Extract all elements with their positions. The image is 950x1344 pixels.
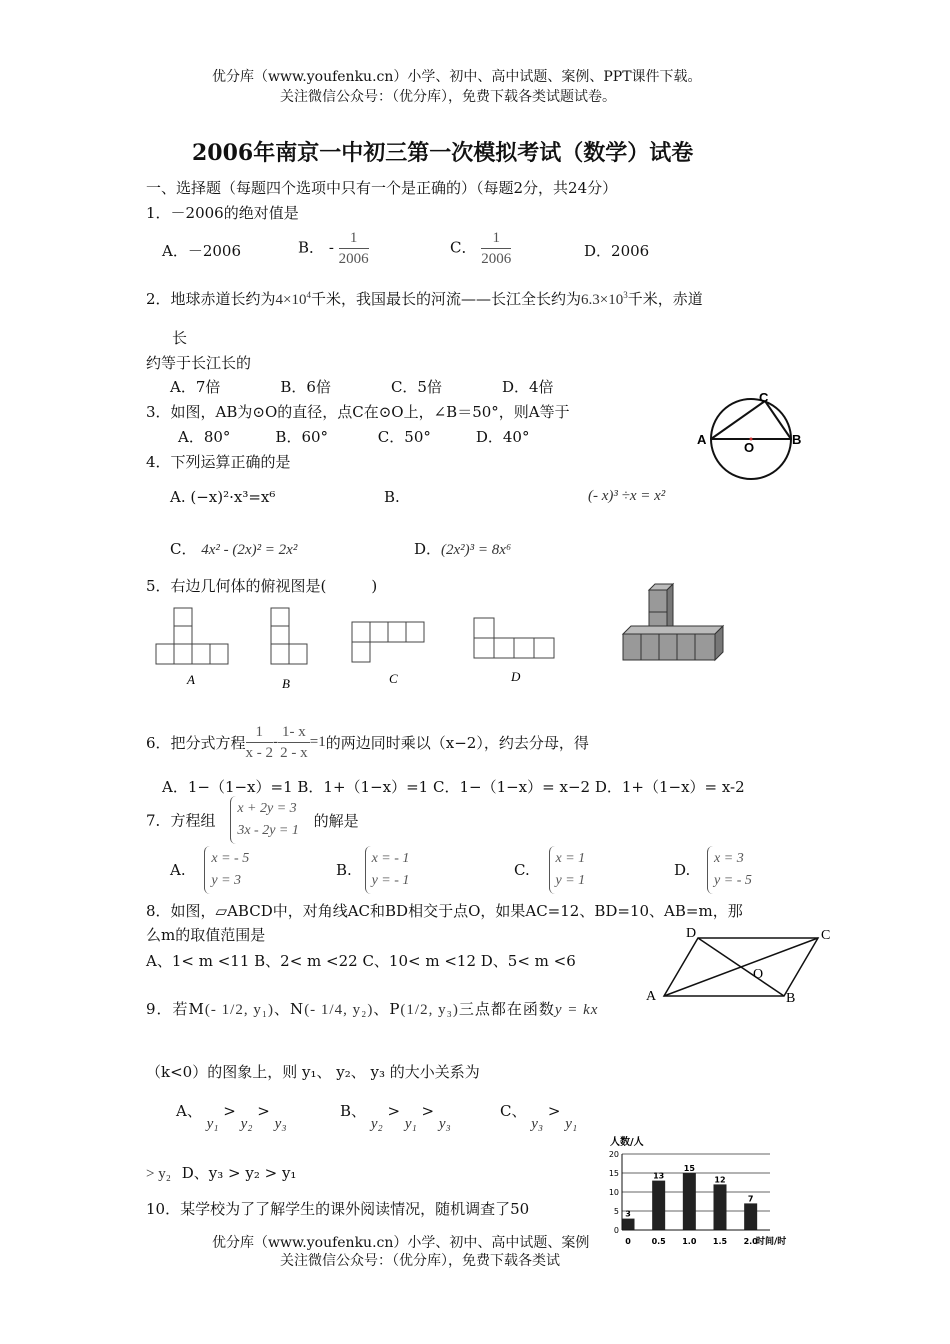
q9-p-label: 、P	[373, 1000, 401, 1018]
q9-tail: 三点都在函数	[458, 1000, 555, 1018]
chart-y-tick-label: 20	[608, 1150, 619, 1159]
chart-data-label: 12	[714, 1175, 726, 1185]
q1-option-b	[298, 228, 369, 269]
chart-bar	[683, 1173, 696, 1230]
q6-stem-b: 的两边同时乘以（x−2），约去分母，得	[325, 734, 589, 752]
view-d	[474, 618, 554, 658]
q2-cont-1: 长	[172, 329, 188, 347]
q2-stem-a: 2．地球赤道长约为	[146, 290, 276, 308]
chart-y-tick-label: 10	[608, 1188, 619, 1197]
q7-d-eq2: y = - 5	[714, 873, 752, 888]
q9-a-gt2: >	[257, 1102, 270, 1120]
q8-stem-1: 8．如图，▱ABCD中，对角线AC和BD相交于点O，如果AC=12、BD=10、AB=m，那	[146, 902, 743, 920]
q5-stem: 5．右边几何体的俯视图是( )	[146, 577, 378, 595]
header-line-1: 优分库（www.youfenku.cn）小学、初中、高中试题、案例、PPT课件下载。	[212, 69, 702, 85]
q1-option-d: D．2006	[584, 242, 650, 260]
frac-num: 1	[339, 228, 369, 249]
q3-options: A．80° B．60° C．50° D．40°	[178, 428, 530, 446]
q7-c-label: C.	[514, 861, 530, 879]
q9-func: y = kx	[554, 1002, 599, 1018]
q7-b-eq2: y = - 1	[371, 873, 410, 888]
chart-data-label: 7	[747, 1194, 754, 1204]
label-b: B	[786, 991, 796, 1006]
chart-x-tick-label: 1.5	[712, 1237, 728, 1246]
q2-stem-b: 千米，我国最长的河流——长江全长约为	[311, 290, 582, 308]
page-title: 2006年南京一中初三第一次模拟考试（数学）试卷	[192, 140, 694, 166]
chart-y-tick-label: 5	[613, 1207, 619, 1216]
q1-stem: 1．－2006的绝对值是	[146, 204, 299, 222]
q7-c-eq1: x = 1	[555, 851, 586, 866]
q9-a-gt1: >	[223, 1102, 236, 1120]
chart-xlabel: 时间/时	[756, 1237, 787, 1247]
q9-m-label: 9．若M	[146, 1000, 205, 1018]
q7-option-c	[514, 846, 585, 894]
q9-b-var2: y₁	[404, 1116, 417, 1132]
q1-option-a: A．－2006	[162, 242, 242, 260]
q6-f1-den: x - 2	[245, 745, 274, 761]
q9-b-var1: y₂	[370, 1116, 383, 1132]
q7-stem-label: 7．方程组	[146, 811, 216, 830]
q6-frac-1	[246, 722, 274, 763]
q2-value-1	[276, 292, 311, 308]
q9-c-gt1: >	[547, 1102, 561, 1120]
chart-x-tick-label: 0	[625, 1237, 631, 1246]
q9-option-d	[146, 1162, 296, 1183]
q7-option-d	[674, 846, 752, 894]
q7-system	[230, 796, 299, 844]
label-d: D	[686, 926, 697, 941]
q8-parallelogram-figure	[642, 922, 838, 1008]
q1-option-b-sign: -	[328, 238, 334, 257]
chart-ylabel: 人数/人	[610, 1137, 644, 1148]
q4-d-expr: (2x²)³ = 8x⁶	[441, 542, 512, 558]
q1-option-c-label: C．	[450, 238, 477, 257]
q7-d-eq1: x = 3	[714, 851, 744, 866]
chart-bar	[622, 1219, 635, 1230]
label-a: A	[697, 432, 707, 447]
q7-option-a	[170, 846, 249, 894]
q4-c-expr: 4x² - (2x)² = 2x²	[201, 542, 298, 558]
label-view-b: B	[282, 676, 290, 691]
q4-option-a: A. (−x)²·x³=x⁶	[170, 488, 276, 506]
q9-b-gt1: >	[387, 1102, 401, 1120]
q5-solid-figure	[615, 580, 730, 665]
label-o: O	[744, 440, 755, 455]
q5-top-views	[150, 604, 580, 694]
q3-stem: 3．如图，AB为⊙O的直径，点C在⊙O上，∠B＝50°，则A等于	[146, 403, 570, 421]
label-c: C	[759, 390, 769, 405]
q9-line-2: （k<0）的图象上，则 y₁、 y₂、 y₃ 的大小关系为	[146, 1063, 480, 1081]
label-view-a: A	[187, 672, 195, 687]
q7-a-system	[204, 846, 249, 894]
q9-c-tail: > y₂	[146, 1166, 171, 1182]
q9-b-var3: y₃	[438, 1116, 451, 1132]
chart-bar	[652, 1181, 665, 1230]
q1-option-b-label: B．	[298, 238, 325, 257]
q10-stem: 10．某学校为了了解学生的课外阅读情况，随机调查了50	[146, 1200, 530, 1218]
frac-den: 2006	[481, 251, 512, 267]
footer-line-1: 优分库（www.youfenku.cn）小学、初中、高中试题、案例	[212, 1235, 590, 1251]
q8-stem-2: 么m的取值范围是	[146, 926, 266, 944]
row-front	[623, 634, 715, 660]
q4-d-label: D．	[414, 540, 442, 558]
q2-e2: 3	[623, 290, 628, 300]
q6-frac-2	[278, 722, 310, 763]
chart-x-tick-label: 2.0	[743, 1237, 758, 1246]
q1-option-b-fraction	[339, 228, 369, 269]
chart-x-tick-label: 1.0	[682, 1237, 697, 1246]
q6-f2-den: 2 - x	[280, 745, 308, 761]
label-a: A	[646, 989, 657, 1004]
chart-data-label: 15	[683, 1164, 695, 1173]
q4-c-label: C．	[170, 540, 197, 558]
q9-c-label: C、	[500, 1102, 527, 1120]
q7-b-label: B.	[336, 861, 352, 879]
q7-stem	[146, 796, 359, 844]
q6-stem	[146, 722, 589, 763]
q10-bar-chart	[606, 1134, 802, 1258]
q6-minus: -	[273, 734, 279, 750]
q7-c-system	[549, 846, 586, 894]
q6-f1-num: 1	[246, 722, 274, 743]
q9-option-a	[176, 1100, 287, 1132]
q9-stem	[146, 998, 598, 1019]
column-upper	[649, 590, 667, 612]
diagonal-bd	[698, 938, 784, 996]
chart-data-label: 13	[653, 1171, 665, 1181]
section-heading: 一、选择题（每题四个选项中只有一个是正确的）（每题2分，共24分）	[146, 179, 618, 197]
q7-b-system	[365, 846, 410, 894]
label-o: O	[753, 967, 764, 982]
q2-v2: 6.3×10	[581, 292, 624, 308]
q8-options: A、1< m <11 B、2< m <22 C、10< m <12 D、5< m <6	[146, 952, 576, 970]
q6-f2-num: 1- x	[278, 722, 310, 743]
q4-option-c	[170, 538, 297, 559]
q9-a-var3: y₃	[274, 1116, 287, 1132]
q2-options: A．7倍 B．6倍 C．5倍 D．4倍	[170, 378, 554, 396]
q9-b-label: B、	[340, 1102, 367, 1120]
q9-option-c	[500, 1100, 578, 1132]
chord-ac	[711, 401, 765, 439]
q9-d-text: D、y₃ > y₂ > y₁	[181, 1164, 297, 1182]
q2-value-2	[581, 292, 628, 308]
q7-a-eq1: x = - 5	[211, 851, 250, 866]
q9-point-n: (- 1/4, y₂)	[304, 1002, 374, 1018]
view-c	[352, 622, 424, 662]
label-c: C	[821, 928, 831, 943]
q2-v1: 4×10	[275, 292, 307, 308]
q1-option-c	[450, 228, 511, 269]
q9-a-label: A、	[176, 1102, 202, 1120]
q6-options: A．1−（1−x）=1 B．1+（1−x）=1 C．1−（1−x）= x−2 D．1+（1−x）= x-2	[162, 778, 745, 796]
chart-y-tick-label: 0	[613, 1226, 619, 1235]
q4-option-b: B.	[384, 488, 400, 506]
chart-bar	[744, 1203, 757, 1230]
view-b	[271, 608, 307, 664]
q7-eq-1: x + 2y = 3	[237, 801, 297, 816]
q7-d-label: D.	[674, 861, 691, 879]
q1-option-c-fraction	[481, 228, 511, 269]
header-line-2: 关注微信公众号：（优分库），免费下载各类试题试卷。	[280, 89, 616, 105]
view-a	[156, 608, 228, 664]
q7-eq-2: 3x - 2y = 1	[237, 823, 299, 838]
row-top	[623, 626, 723, 634]
q4-stem: 4．下列运算正确的是	[146, 453, 291, 471]
q2-cont-2: 约等于长江长的	[146, 354, 252, 372]
q4-option-d	[414, 538, 511, 559]
q7-option-b	[336, 846, 409, 894]
q6-eq: =1	[309, 734, 326, 750]
frac-num: 1	[481, 228, 511, 249]
label-view-d: D	[511, 669, 521, 684]
q9-c-var2: y₁	[565, 1116, 578, 1132]
q7-c-eq2: y = 1	[555, 873, 586, 888]
q3-circle-figure	[695, 388, 810, 483]
chart-y-tick-label: 15	[608, 1169, 619, 1178]
q2-stem	[146, 288, 703, 309]
q7-b-eq1: x = - 1	[371, 851, 410, 866]
q7-a-eq2: y = 3	[211, 873, 242, 888]
q9-b-gt2: >	[421, 1102, 435, 1120]
q9-point-p: (1/2, y₃)	[400, 1002, 459, 1018]
q9-option-b	[340, 1100, 451, 1132]
label-b: B	[792, 432, 802, 447]
chart-x-tick-label: 0.5	[651, 1237, 666, 1246]
q2-stem-c: 千米，赤道	[627, 290, 703, 308]
q9-point-m: (- 1/2, y₁)	[204, 1002, 275, 1018]
frac-den: 2006	[338, 251, 369, 267]
q4-option-b-expr: (- x)³ ÷x = x²	[588, 488, 666, 504]
footer-line-2: 关注微信公众号：（优分库），免费下载各类试	[280, 1253, 560, 1269]
q9-a-var2: y₂	[240, 1116, 253, 1132]
q7-d-system	[707, 846, 752, 894]
q7-tail: 的解是	[313, 811, 359, 830]
q9-c-var1: y₃	[531, 1116, 544, 1132]
chart-bar	[714, 1184, 727, 1230]
q9-a-var1: y₁	[206, 1116, 219, 1132]
chart-data-label: 3	[625, 1209, 631, 1219]
q6-stem-a: 6．把分式方程	[146, 734, 246, 752]
q9-n-label: 、N	[274, 1000, 305, 1018]
q7-a-label: A.	[170, 861, 186, 879]
label-view-c: C	[389, 671, 398, 686]
q2-e1: 4	[306, 290, 312, 300]
